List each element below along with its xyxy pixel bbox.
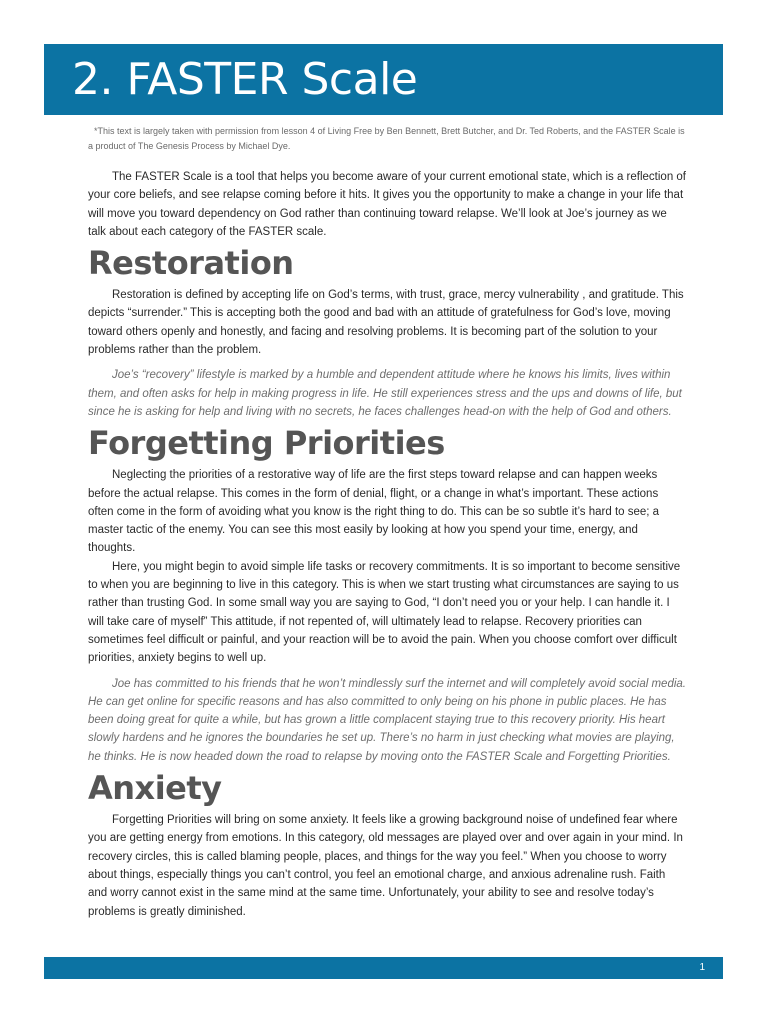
footer-banner xyxy=(44,957,723,979)
heading-anxiety: Anxiety xyxy=(88,769,222,808)
intro-paragraph: The FASTER Scale is a tool that helps you become aware of your current emotional state, which is a reflection of your core beliefs, and see relapse coming before it hits. It gives you the opportunity to make a change in your life that will move you toward dependency on God rather than continuing toward relapse. We’ll look at Joe’s journey as we talk about each category of the FASTER scale. xyxy=(88,171,687,238)
page-number: 1 xyxy=(699,962,705,973)
anxiety-paragraph: Forgetting Priorities will bring on some anxiety. It feels like a growing background noise of undefined fear where you are getting energy from emotions. In this category, old messages are played over and over again in your mind. In recovery circles, this is called blaming people, places, and things for the way you feel.” When you choose to worry about things, especially things you can’t control, you feel an emotional charge, and anxious adrenaline rush. Faith and worry cannot exist in the same mind at the same time. Unfortunately, your ability to see and resolve today’s problems is greatly diminished. xyxy=(88,814,683,918)
heading-forgetting-priorities: Forgetting Priorities xyxy=(88,424,445,463)
attribution-note: *This text is largely taken with permission from lesson 4 of Living Free by Ben Bennett, Brett Butcher, and Dr. Ted Roberts, and the FASTER Scale is a product of The Genesis Process by Michael Dye. xyxy=(88,126,685,151)
forgetting-priorities-paragraph-2: Here, you might begin to avoid simple life tasks or recovery commitments. It is so important to become sensitive to when you are beginning to live in this category. This is when we start trusting what circumstances are saying to us rather than trusting God. In some small way you are saying to God, “I don’t need you or your help. I can handle it. I will take care of myself” This attitude, if not repented of, will ultimately lead to relapse. Recovery priorities can sometimes feel difficult or painful, and your reaction will be to avoid the pain. When you choose comfort over difficult priorities, anxiety begins to well up. xyxy=(88,560,681,665)
forgetting-priorities-example-note: Joe has committed to his friends that he won’t mindlessly surf the internet and will completely avoid social media. He can get online for specific reasons and has also committed to only being on his phone in public places. He has been doing great for quite a while, but has grown a little complacent staying true to this recovery priority. His heart slowly hardens and he ignores the boundaries he set up. There’s no harm in just checking what movies are playing, he thinks. He is now headed down the road to relapse by moving onto the FASTER Scale and Forgetting Priorities. xyxy=(88,677,686,763)
page-title: 2. FASTER Scale xyxy=(72,54,418,105)
restoration-example-note: Joe’s “recovery” lifestyle is marked by a humble and dependent attitude where he knows his limits, lives within them, and often asks for help in making progress in life. He still experiences stress and the ups and downs of life, but since he is asking for help and living with no secrets, he faces challenges head-on with the help of God and others. xyxy=(88,369,682,418)
title-banner xyxy=(44,44,723,115)
heading-restoration: Restoration xyxy=(88,244,294,283)
forgetting-priorities-paragraph-1: Neglecting the priorities of a restorative way of life are the first steps toward relapse and can happen weeks before the actual relapse. This comes in the form of denial, flight, or a change in what’s important. These actions often come in the form of avoiding what you know is the right thing to do. This can be so subtle it’s hard to see; a master tactic of the enemy. You can see this most easily by looking at how you spend your time, energy, and thoughts. xyxy=(88,469,660,555)
document-body xyxy=(88,124,686,921)
restoration-paragraph: Restoration is defined by accepting life on God’s terms, with trust, grace, mercy vulnerability , and gratitude. This depicts “surrender.” This is accepting both the good and bad with an attitude of gratefulness for God’s love, moving toward others openly and honestly, and facing and resolving problems. It is becoming part of the solution to your problems rather than the problem. xyxy=(88,289,684,357)
